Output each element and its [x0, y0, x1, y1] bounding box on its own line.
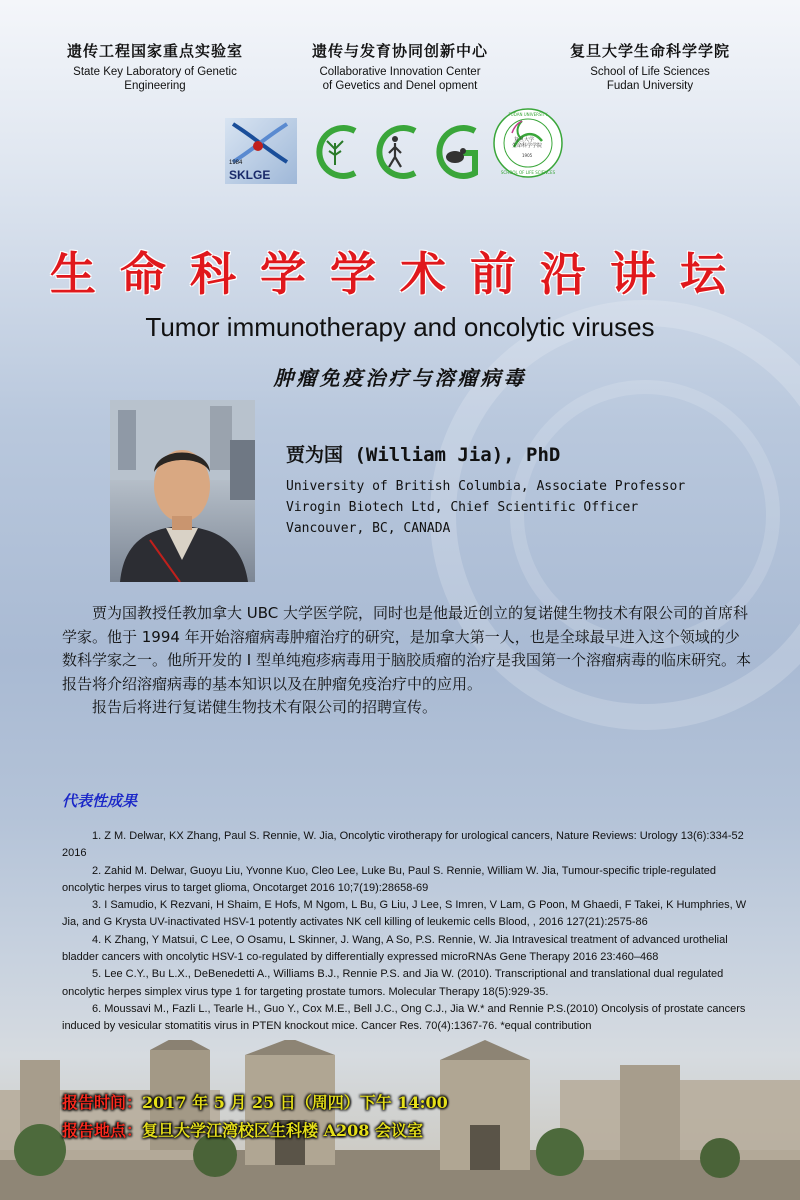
speaker-affiliations: [286, 476, 685, 539]
sklge-logo: [225, 118, 297, 184]
fudan-sls-center-line1: 复旦大学: [514, 137, 535, 143]
place-label: 报告地点：: [62, 1121, 143, 1140]
sklge-text: SKLGE: [229, 168, 271, 182]
cicgd-logo: [305, 123, 485, 181]
fudan-sls-ring-top: FUDAN UNIVERSITY: [508, 112, 548, 117]
affiliation-line: Vancouver, BC, CANADA: [286, 521, 451, 536]
fudan-sls-year: 1905: [522, 153, 533, 158]
institution-en-name: [520, 65, 780, 93]
reference-item: 6. Moussavi M., Fazli L., Tearle H., Guo Y., Cox M.E., Bell J.C., Ong C.J., Jia W.* and Rennie P.S.(2010) Oncolysis of prostate cancers induced by vesicular stomatitis virus in PTEN knockout mice. Cancer Res. 70(4):1367-76. *equal contribution: [62, 1002, 746, 1033]
logos-row: [0, 112, 800, 185]
talk-title-en: Tumor immunotherapy and oncolytic viruses: [145, 312, 655, 342]
reference-item: 2. Zahid M. Delwar, Guoyu Liu, Yvonne Kuo, Cleo Lee, Luke Bu, Paul S. Rennie, William W. Jia, Tumour-specific triple-regulated oncolytic herpes virus to target glioma, Oncotarget 2016 10;7(19):28658-69: [62, 864, 717, 894]
institution-en-line: School of Life Sciences: [590, 66, 710, 78]
cicgd-logo-icon: [305, 123, 485, 181]
reference-item: 1. Z M. Delwar, KX Zhang, Paul S. Rennie, W. Jia, Oncolytic virotherapy for urological cancers, Nature Reviews: Urology 13(6):334-52 2016: [62, 830, 744, 860]
institution-en-name: [25, 65, 285, 93]
institution-en-name: [270, 65, 530, 93]
institution-fudan-sls: [520, 40, 780, 93]
institution-en-line: State Key Laboratory of Genetic: [73, 66, 237, 78]
institution-cicgd: [270, 40, 530, 93]
reference-item: 3. I Samudio, K Rezvani, H Shaim, E Hofs, M Ngom, L Bu, G Liu, J Lee, S Imren, V Lam, G Poon, M Ghaedi, F Takei, K Humphries, W Jia, and G Krysta UV-inactivated HSV-1 potently activates NK cell killing of leukemic cells Blood, , 2016 127(21):2575-86: [62, 899, 747, 929]
fudan-sls-logo: [492, 107, 564, 179]
abstract-paragraph: 报告后将进行复诺健生物技术有限公司的招聘宣传。: [92, 698, 438, 716]
abstract-paragraph: 贾为国教授任教加拿大 UBC 大学医学院，同时也是他最近创立的复诺健生物技术有限公司的首席科学家。他于 1994 年开始溶瘤病毒肿瘤治疗的研究，是加拿大第一人，也是全球最早进入这个领域的少数科学家之一。他所开发的 I 型单纯疱疹病毒用于脑胶质瘤的治疗是我国第一个溶瘤病毒的临床研究。本报告将介绍溶瘤病毒的基本知识以及在肿瘤免疫治疗中的应用。: [62, 604, 751, 693]
place-value: 复旦大学江湾校区生科楼 A208 会议室: [142, 1121, 423, 1140]
institution-cn-name: 遗传工程国家重点实验室: [66, 42, 243, 60]
institution-en-line: of Gevetics and Denel opment: [322, 80, 478, 92]
affiliation-line: Virogin Biotech Ltd, Chief Scientific Officer: [286, 500, 639, 515]
institution-sklge: [25, 40, 285, 93]
representative-works-heading: 代表性成果: [62, 792, 138, 810]
time-value: 2017 年 5 月 25 日（周四）下午 14:00: [142, 1093, 448, 1112]
abstract: [62, 602, 752, 720]
talk-place: [62, 1118, 423, 1141]
reference-item: 4. K Zhang, Y Matsui, C Lee, O Osamu, L Skinner, J. Wang, A So, P.S. Rennie, W. Jia Intravesical treatment of advanced urothelial bladder cancers with oncolytic HSV-1 co-regulated by differentially expressed microRNAs Gene Therapy 2016 23:460–468: [62, 933, 728, 964]
speaker-portrait-icon: [110, 400, 255, 582]
institution-en-line: Fudan University: [606, 80, 694, 92]
speaker-photo: [110, 400, 255, 582]
reference-list: [62, 828, 752, 1036]
sklge-year: 1984: [229, 160, 243, 166]
affiliation-line: University of British Columbia, Associate Professor: [286, 479, 686, 494]
institution-cn-name: 复旦大学生命科学学院: [569, 42, 730, 60]
speaker-name: 贾为国 (William Jia), PhD: [286, 444, 561, 466]
fudan-sls-center-line2: 生命科学学院: [512, 143, 543, 149]
fudan-sls-ring-bottom: SCHOOL OF LIFE SCIENCES: [500, 170, 556, 175]
institution-en-line: Engineering: [124, 80, 186, 92]
talk-title-cn: 肿瘤免疫治疗与溶瘤病毒: [273, 366, 527, 390]
series-title: 生命科学学术前沿讲坛: [50, 247, 750, 301]
institution-en-line: Collaborative Innovation Center: [319, 66, 481, 78]
reference-item: 5. Lee C.Y., Bu L.X., DeBenedetti A., Williams B.J., Rennie P.S. and Jia W. (2010). Transcriptional and translational dual regulated oncolytic herpes simplex virus type 1 for targeting prostate tumors. Molecular Therapy 18(5):929-35.: [62, 968, 724, 998]
talk-time: [62, 1090, 448, 1113]
time-label: 报告时间：: [62, 1093, 143, 1112]
institution-cn-name: 遗传与发育协同创新中心: [311, 42, 488, 60]
